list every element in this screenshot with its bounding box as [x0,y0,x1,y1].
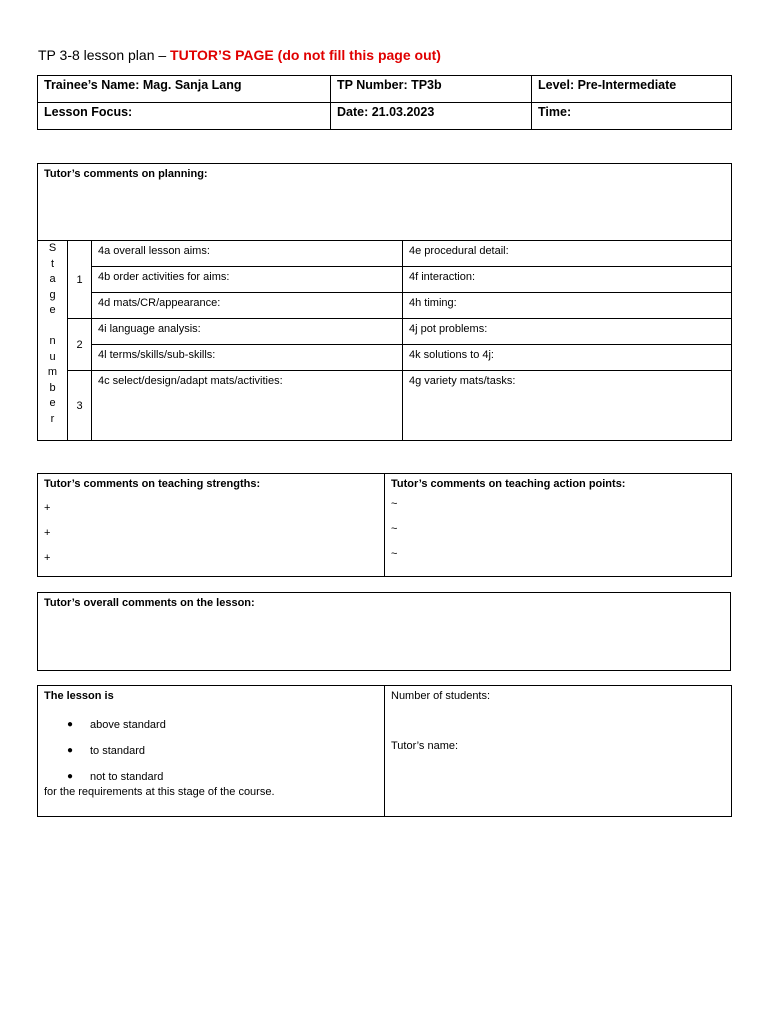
strength-item: + [44,527,51,539]
criterion-4b: 4b order activities for aims: [92,267,403,293]
teaching-table [37,473,732,577]
action-item: ~ [391,523,398,535]
option-to-standard: ● to standard [44,738,378,764]
lesson-is-label: The lesson is [44,690,114,702]
option-not-to-standard: ● not to standard [44,764,378,790]
criterion-4j: 4j pot problems: [403,319,732,345]
stage-3: 3 [68,371,92,441]
lesson-focus: Lesson Focus: [38,103,331,130]
students-tutor-cell [385,686,732,817]
criterion-4g: 4g variety mats/tasks: [403,371,732,441]
time: Time: [532,103,732,130]
planning-table [37,163,732,441]
strengths-label: Tutor’s comments on teaching strengths: [44,478,261,490]
tp-number: TP Number: TP3b [331,76,532,103]
planning-comments-label: Tutor’s comments on planning: [38,164,732,241]
action-item: ~ [391,548,398,560]
level: Level: Pre-Intermediate [532,76,732,103]
strengths-cell [38,474,385,577]
overall-table [37,592,731,671]
criterion-4d: 4d mats/CR/appearance: [92,293,403,319]
stage-number-label: S t a g e n u m b e r [38,241,68,441]
page-title [38,47,441,63]
stage-2: 2 [68,319,92,371]
requirements-note: for the requirements at this stage of the course. [44,786,275,798]
criterion-4e: 4e procedural detail: [403,241,732,267]
strength-item: + [44,552,51,564]
criterion-4f: 4f interaction: [403,267,732,293]
criterion-4l: 4l terms/skills/sub-skills: [92,345,403,371]
criterion-4i: 4i language analysis: [92,319,403,345]
criterion-4k: 4k solutions to 4j: [403,345,732,371]
action-points-cell [385,474,732,577]
bullet-icon: ● [67,771,74,782]
trainee-name: Trainee’s Name: Mag. Sanja Lang [38,76,331,103]
stage-1: 1 [68,241,92,319]
bullet-icon: ● [67,745,74,756]
criterion-4c: 4c select/design/adapt mats/activities: [92,371,403,441]
date: Date: 21.03.2023 [331,103,532,130]
header-table [37,75,732,130]
standard-options [44,712,378,790]
criterion-4h: 4h timing: [403,293,732,319]
action-points-label: Tutor’s comments on teaching action points: [391,478,626,490]
lesson-standard-cell [38,686,385,817]
number-of-students: Number of students: [391,690,491,702]
strength-item: + [44,502,51,514]
option-above-standard: ● above standard [44,712,378,738]
title-warning: TUTOR’S PAGE (do not fill this page out) [170,47,441,63]
tutor-name: Tutor’s name: [391,740,459,752]
criterion-4a: 4a overall lesson aims: [92,241,403,267]
result-table [37,685,732,817]
bullet-icon: ● [67,719,74,730]
action-item: ~ [391,498,398,510]
title-main: TP 3-8 lesson plan – [38,47,171,63]
overall-comments-label: Tutor’s overall comments on the lesson: [38,593,731,671]
